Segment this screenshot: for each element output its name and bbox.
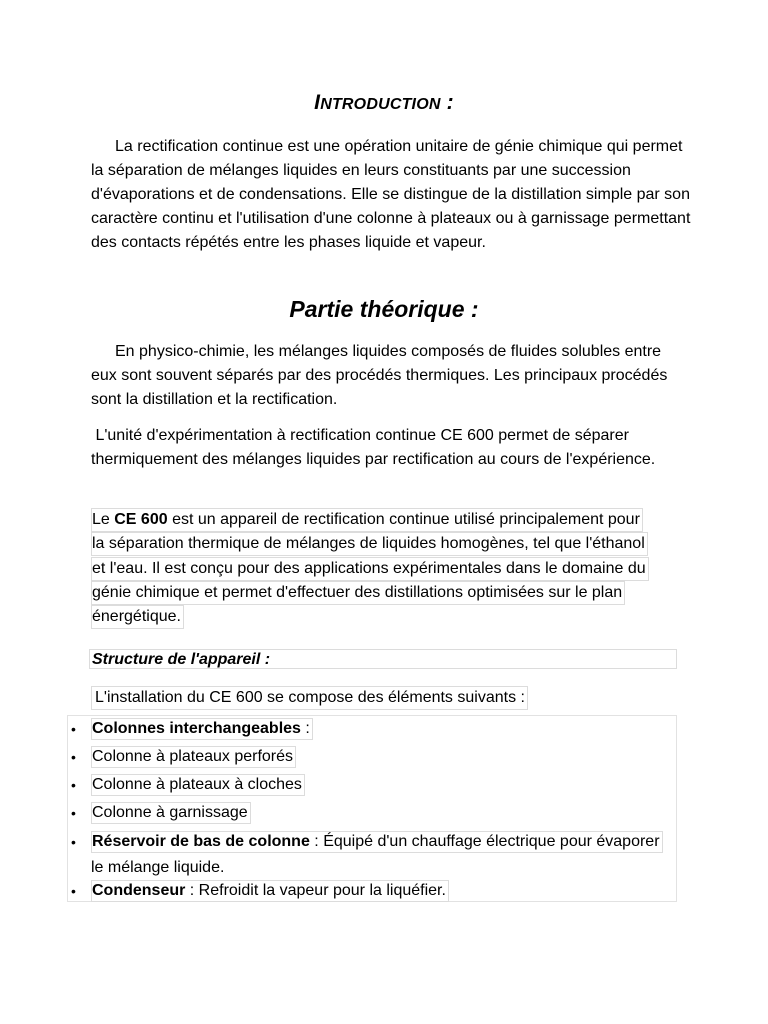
list-item-text: : Équipé d'un chauffage électrique pour évaporer [309,833,660,850]
introduction-heading-colon: : [440,91,454,114]
ce600-line-text: Le [92,511,115,528]
ce600-line [91,557,681,581]
components-list [67,715,677,902]
ce600-line-text: est un appareil de rectification continue utilisé principalement pour [167,511,640,528]
ce600-line [91,605,681,629]
ce600-bold-text: CE 600 [114,511,168,528]
bullet-icon: • [71,883,76,899]
ce600-line [91,508,681,532]
ce600-line [91,581,681,605]
ce600-description [91,508,681,629]
ce600-line-text: la séparation thermique de mélanges de liquides homogènes, tel que l'éthanol [91,532,648,556]
list-item-bold: Condenseur [92,882,186,899]
bullet-icon: • [71,834,76,850]
bullet-icon: • [71,721,76,737]
structure-intro: L'installation du CE 600 se compose des éléments suivants : [91,686,528,710]
bullet-icon: • [71,749,76,765]
theory-paragraph-2 [91,424,691,472]
list-item-text-continued: le mélange liquide. [91,859,225,876]
list-item-text: Colonne à plateaux à cloches [91,774,305,796]
ce600-line-text: génie chimique et permet d'effectuer des distillations optimisées sur le plan [91,581,625,605]
introduction-heading-smallcaps: NTRODUCTION [320,96,441,113]
ce600-line-text: énergétique. [91,605,184,629]
structure-heading: Structure de l'appareil : [89,649,677,669]
list-item-text: Colonne à garnissage [91,802,251,824]
list-item-bold: Colonnes interchangeables [92,720,301,737]
list-item-text: : [300,720,310,737]
theory-heading: Partie théorique : [289,296,479,322]
list-item-text: : Refroidit la vapeur pour la liquéfier. [185,882,446,899]
theory-paragraph-2-text: L'unité d'expérimentation à rectification continue CE 600 permet de séparer thermiquement des mélanges liquides par rectification au cours de l'expérience. [91,427,656,468]
introduction-heading [0,88,768,120]
bullet-icon: • [71,777,76,793]
list-item-text: Colonne à plateaux perforés [91,746,296,768]
bullet-icon: • [71,805,76,821]
introduction-paragraph: La rectification continue est une opération unitaire de génie chimique qui permet la séparation de mélanges liquides en leurs constituants par une succession d'évaporations et de condensations. Elle se distingue de la distillation simple par son caractère continu et l'utilisation d'une colonne à plateaux ou à garnissage permettant des contacts répétés entre les phases liquide et vapeur. [91,138,691,251]
introduction-heading-initial: I [314,91,321,114]
theory-paragraph-1: En physico-chimie, les mélanges liquides composés de fluides solubles entre eux sont souvent séparés par des procédés thermiques. Les principaux procédés sont la distillation et la rectification. [91,343,668,408]
ce600-line [91,532,681,556]
ce600-line-text: et l'eau. Il est conçu pour des applications expérimentales dans le domaine du [91,557,649,581]
list-item-bold: Réservoir de bas de colonne [92,833,310,850]
